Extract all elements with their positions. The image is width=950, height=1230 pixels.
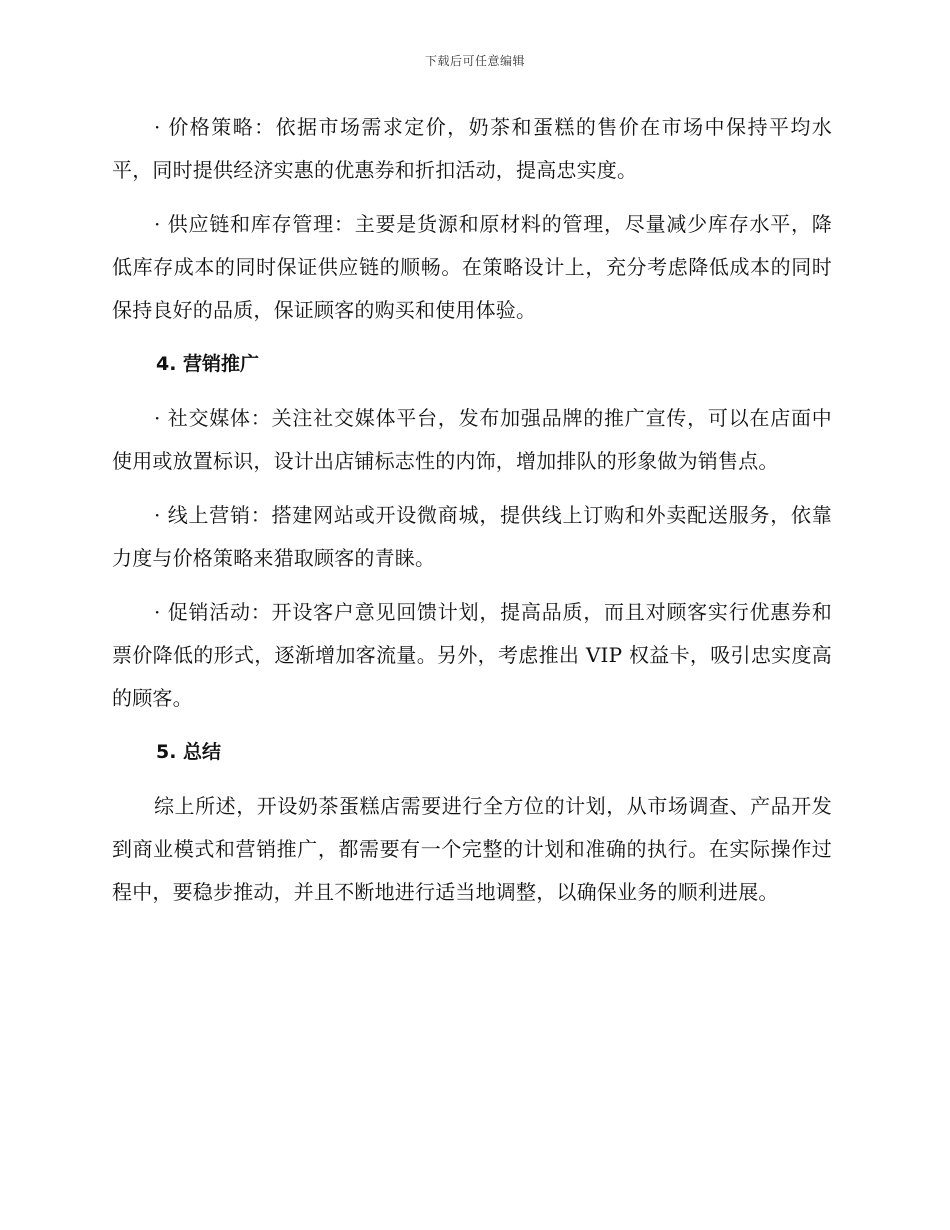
page-header: 下载后可任意编辑 <box>424 54 525 68</box>
paragraph-social-media: · 社交媒体：关注社交媒体平台，发布加强品牌的推广宣传，可以在店面中使用或放置标识，设计出店铺标志性的内饰，增加排队的形象做为销售点。 <box>112 406 832 473</box>
paragraph-supply-chain: · 供应链和库存管理：主要是货源和原材料的管理，尽量减少库存水平，降低库存成本的同时保证供应链的顺畅。在策略设计上，充分考虑降低成本的同时保持良好的品质，保证顾客的购买和使用体验。 <box>112 212 832 322</box>
heading-marketing: 4. 营销推广 <box>156 353 260 375</box>
heading-summary: 5. 总结 <box>156 741 222 763</box>
paragraph-pricing-strategy: · 价格策略：依据市场需求定价，奶茶和蛋糕的售价在市场中保持平均水平，同时提供经济实惠的优惠券和折扣活动，提高忠实度。 <box>112 115 832 182</box>
paragraph-online-marketing: · 线上营销：搭建网站或开设微商城，提供线上订购和外卖配送服务，依靠力度与价格策略来猎取顾客的青睐。 <box>112 503 832 570</box>
document-body <box>112 106 832 914</box>
paragraph-promotions: · 促销活动：开设客户意见回馈计划，提高品质，而且对顾客实行优惠券和票价降低的形式，逐渐增加客流量。另外，考虑推出 VIP 权益卡，吸引忠实度高的顾客。 <box>112 600 832 710</box>
paragraph-summary: 综上所述，开设奶茶蛋糕店需要进行全方位的计划，从市场调查、产品开发到商业模式和营销推广，都需要有一个完整的计划和准确的执行。在实际操作过程中，要稳步推动，并且不断地进行适当地调整，以确保业务的顺利进展。 <box>112 794 832 904</box>
